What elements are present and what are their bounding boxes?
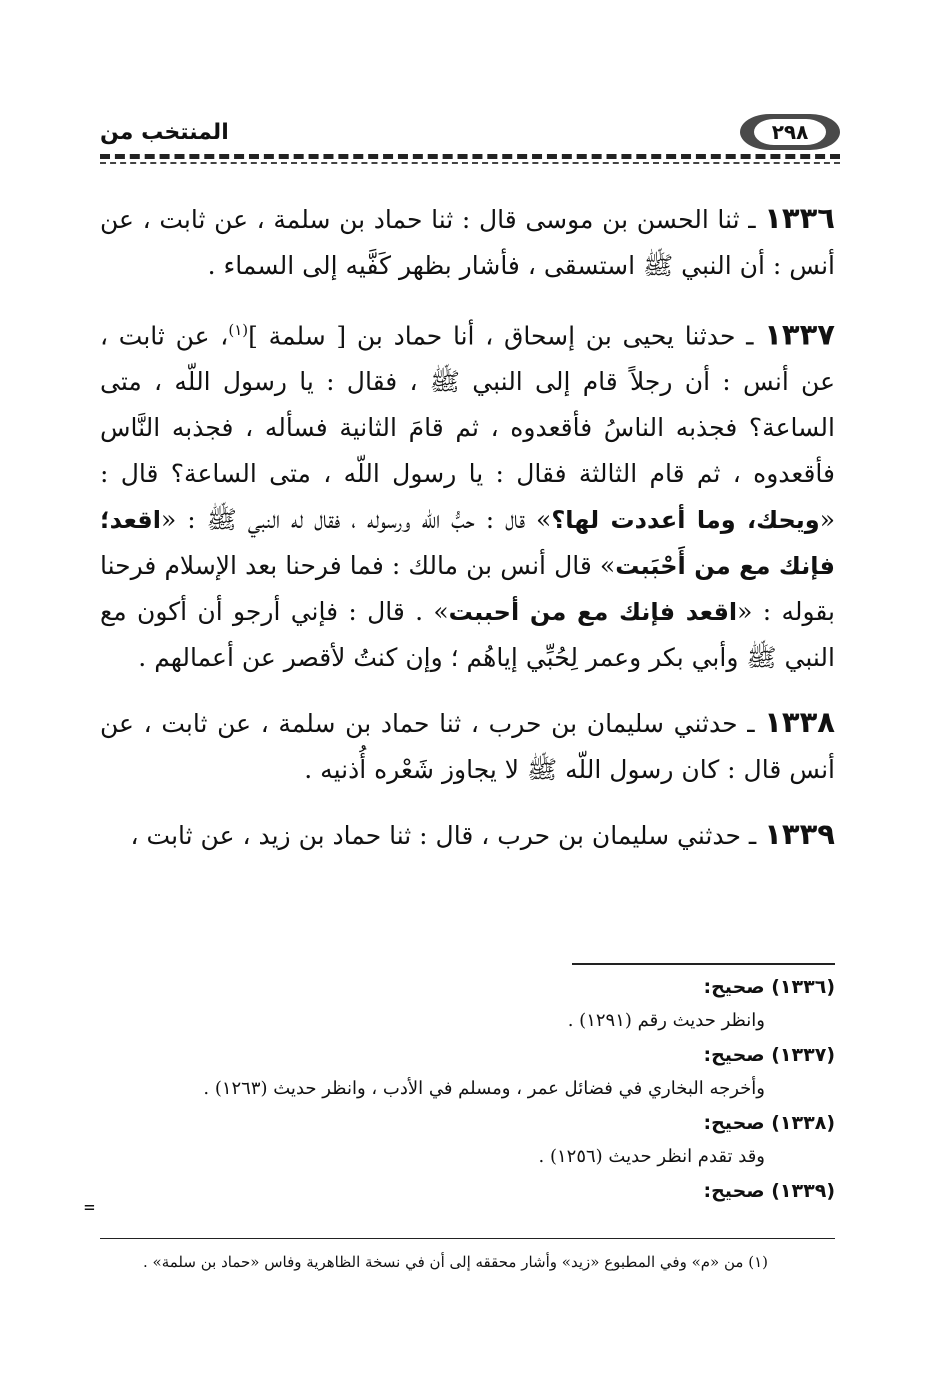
hadith-text: » . قال : فإني أرجو أن أكون مع النبي ﷺ وأبي بكر وعمر لِحُبِّي إياهُم ؛ وإن كنتُ لأقصر عن أعمالهم . [100,597,835,673]
note-heading: (١٣٣٩) صحيح: [703,1180,835,1202]
hadith-1337 [100,307,835,681]
hadith-dash: ـ [739,205,765,234]
notes-divider [572,963,835,965]
hadith-text: حدثني سليمان بن حرب ، ثنا حماد بن سلمة ، عن ثابت ، عن أنس قال : كان رسول اللّه ﷺ لا يجاوز شَعْره أُذنيه . [100,709,835,785]
note-heading: (١٣٣٨) صحيح: [703,1112,835,1134]
grading-notes [100,970,835,1208]
header-divider-thin [100,162,840,164]
note-heading: (١٣٣٧) صحيح: [703,1044,835,1066]
hadith-text: ثنا الحسن بن موسى قال : ثنا حماد بن سلمة ، عن ثابت ، عن أنس : أن النبي ﷺ استسقى ، فأشار بظهر كَفَّيه إلى السماء . [100,205,835,280]
footnote-divider [100,1238,835,1239]
hadith-1338 [100,699,835,793]
book-title: المنتخب من [100,120,229,145]
page-number: ٢٩٨ [754,119,826,145]
margin-mark: = [84,1197,95,1218]
note-heading: (١٣٣٦) صحيح: [703,976,835,998]
hadith-dash: ـ [735,321,765,351]
header-divider [100,154,840,159]
hadith-number: ١٣٣٩ [764,817,835,852]
hadith-1336 [100,195,835,289]
hadith-number: ١٣٣٦ [764,201,835,235]
prophet-quote: اقعد فإنك مع من أحببت [448,598,738,627]
hadith-number: ١٣٣٨ [764,705,835,740]
note-text: وانظر حديث رقم (١٢٩١) . [567,1010,765,1031]
hadith-text: حدثنا يحيى بن إسحاق ، أنا حماد بن [ سلمة ] [248,321,736,351]
page-number-badge [740,114,840,150]
hadith-dash: ـ [737,709,765,739]
page-header [100,110,840,160]
hadith-1339 [100,811,835,859]
prophet-quote: اقعد؛ فإنك مع من أَحْبَبت [100,506,836,581]
hadith-dash: ـ [740,821,765,851]
footnote-reference: (١) [228,321,249,339]
hadith-text: » قال أنس بن مالك : فما فرحنا بعد الإسلام فرحنا بقوله : « [100,551,836,627]
hadith-text: حدثني سليمان بن حرب ، قال : ثنا حماد بن زيد ، عن ثابت ، [130,821,741,851]
note-text: وقد تقدم انظر حديث (١٢٥٦) . [538,1146,765,1167]
hadith-number: ١٣٣٧ [764,317,835,352]
prophet-quote: ويحك، وما أعددت لها؟ [551,506,820,535]
main-text [100,195,835,877]
hadith-text: ، عن ثابت ، عن أنس : أن رجلاً قام إلى النبي ﷺ ، فقال : يا رسول اللّه ، متى الساعة؟ فجذبه الناسُ فأقعدوه ، ثم قامَ الثانية فسأله ، فجذبه النَّاس فأقعدوه ، ثم قام الثالثة فقال : يا رسول اللّه ، متى الساعة؟ قال : « [100,321,835,535]
editor-footnote: (١) من «م» وفي المطبوع «زيد» وأشار محققه إلى أن في نسخة الظاهرية وفاس «حماد بن سلمة» . [142,1253,768,1271]
hadith-text: » قال : حبُّ اللّه ورسوله ، فقال له النبي ﷺ : « [160,505,552,535]
note-text: وأخرجه البخاري في فضائل عمر ، ومسلم في الأدب ، وانظر حديث (١٢٦٣) . [203,1078,765,1099]
